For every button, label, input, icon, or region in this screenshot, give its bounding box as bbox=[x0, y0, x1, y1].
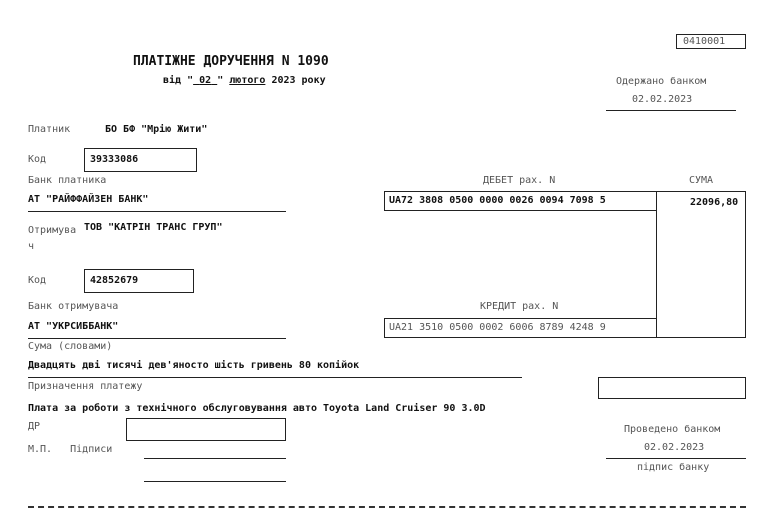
purpose-label: Призначення платежу bbox=[28, 381, 143, 392]
sum-box bbox=[656, 191, 746, 338]
sum-words-label: Сума (словами) bbox=[28, 341, 113, 352]
recipient-name: ТОВ "КАТРІН ТРАНС ГРУП" bbox=[84, 222, 223, 233]
received-underline bbox=[606, 110, 736, 111]
recipient-bank: АТ "УКРСИББАНК" bbox=[28, 321, 119, 332]
dr-label: ДР bbox=[28, 421, 41, 432]
received-date: 02.02.2023 bbox=[632, 94, 693, 105]
processed-date: 02.02.2023 bbox=[644, 442, 705, 453]
dr-box bbox=[126, 418, 286, 441]
form-code-box bbox=[676, 34, 746, 49]
credit-label: КРЕДИТ рах. N bbox=[480, 301, 559, 312]
debit-account: UA72 3808 0500 0000 0026 0094 7098 5 bbox=[389, 195, 606, 206]
date-line bbox=[163, 75, 326, 86]
date-month: лютого bbox=[229, 75, 266, 86]
received-label: Одержано банком bbox=[616, 76, 707, 87]
recipient-bank-underline bbox=[28, 338, 286, 339]
bank-signature-label: підпис банку bbox=[637, 462, 710, 473]
signature-line-1 bbox=[144, 458, 286, 459]
signature-line-2 bbox=[144, 481, 286, 482]
sum-value: 22096,80 bbox=[690, 197, 739, 208]
sum-label: СУМА bbox=[689, 175, 714, 186]
credit-account: UA21 3510 0500 0002 6006 8789 4248 9 bbox=[389, 322, 606, 333]
date-day: 02 bbox=[199, 75, 212, 86]
purpose-side-box bbox=[598, 377, 746, 399]
payer-bank-label: Банк платника bbox=[28, 175, 107, 186]
payer-label: Платник bbox=[28, 124, 71, 135]
payer-code-box bbox=[84, 148, 197, 172]
recipient-label-b: ч bbox=[28, 241, 35, 252]
sum-words-underline bbox=[28, 377, 522, 378]
processed-underline bbox=[606, 458, 746, 459]
cut-line bbox=[28, 506, 746, 508]
date-prefix: від " bbox=[163, 75, 194, 86]
payer-name: БО БФ "Мрію Жити" bbox=[105, 124, 208, 135]
credit-account-box bbox=[384, 318, 657, 338]
processed-label: Проведено банком bbox=[624, 424, 721, 435]
date-suffix: 2023 року bbox=[271, 75, 326, 86]
payer-bank-underline bbox=[28, 211, 286, 212]
date-mid: " bbox=[217, 75, 224, 86]
sum-words-value: Двадцять дві тисячі дев'яносто шість гривень 80 копійок bbox=[28, 360, 360, 371]
debit-label: ДЕБЕТ рах. N bbox=[483, 175, 556, 186]
recipient-code-label: Код bbox=[28, 275, 47, 286]
recipient-code-box bbox=[84, 269, 194, 293]
payer-code: 39333086 bbox=[90, 154, 139, 165]
recipient-code: 42852679 bbox=[90, 275, 139, 286]
document-title: ПЛАТІЖНЕ ДОРУЧЕННЯ N 1090 bbox=[133, 54, 329, 69]
purpose-value: Плата за роботи з технічного обслуговування авто Toyota Land Cruiser 90 3.0D bbox=[28, 403, 486, 414]
recipient-bank-label: Банк отримувача bbox=[28, 301, 119, 312]
recipient-label-a: Отримува bbox=[28, 225, 77, 236]
form-code: 0410001 bbox=[683, 36, 726, 47]
payer-code-label: Код bbox=[28, 154, 47, 165]
debit-account-box bbox=[384, 191, 657, 211]
signatures-label: М.П. Підписи bbox=[28, 444, 113, 455]
payer-bank: АТ "РАЙФФАЙЗЕН БАНК" bbox=[28, 194, 149, 205]
